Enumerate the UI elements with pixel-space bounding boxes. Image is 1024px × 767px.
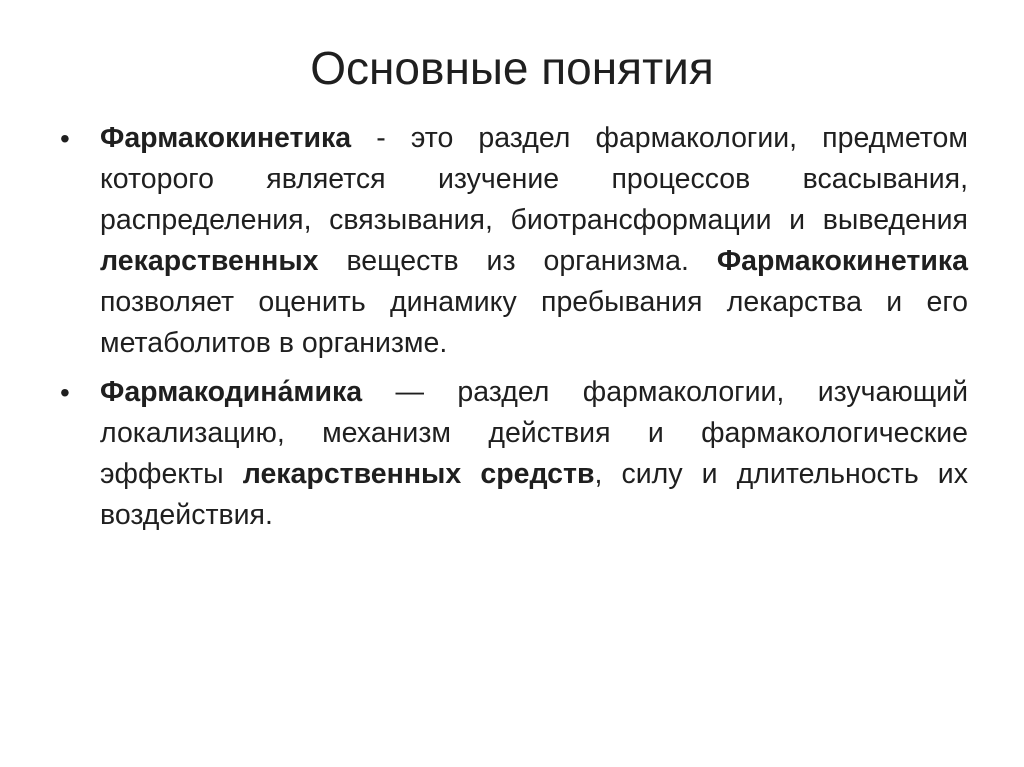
- bullet-item-pharmacodynamics: [60, 372, 968, 536]
- term-medicinal: лекарственных: [100, 245, 319, 277]
- bullet-marker: •: [60, 123, 70, 154]
- bullet-list: [60, 118, 968, 544]
- definition-text: веществ из организма.: [318, 245, 717, 277]
- bullet-item-pharmacokinetics: [60, 118, 968, 364]
- term-pharmacokinetics-repeat: Фармакокинетика: [716, 245, 968, 277]
- bullet-marker: •: [60, 377, 70, 408]
- definition-text: — раздел фармакологии, изучающий локализацию, механизм действия и фармакологические эффекты: [100, 376, 968, 490]
- term-pharmacokinetics: Фармакокинетика: [100, 122, 352, 154]
- definition-text: позволяет оценить динамику пребывания лекарства и его метаболитов в организме.: [100, 286, 968, 359]
- definition-text: , силу и длительность их воздействия.: [100, 458, 968, 531]
- definition-text: - это раздел фармакологии, предметом которого является изучение процессов всасывания, распределения, связывания, биотрансформации и выведения: [100, 122, 968, 236]
- term-medicinal-agents: лекарственных средств: [242, 458, 595, 490]
- slide-title: Основные понятия: [310, 42, 714, 94]
- term-pharmacodynamics: Фармакодина́мика: [100, 376, 363, 408]
